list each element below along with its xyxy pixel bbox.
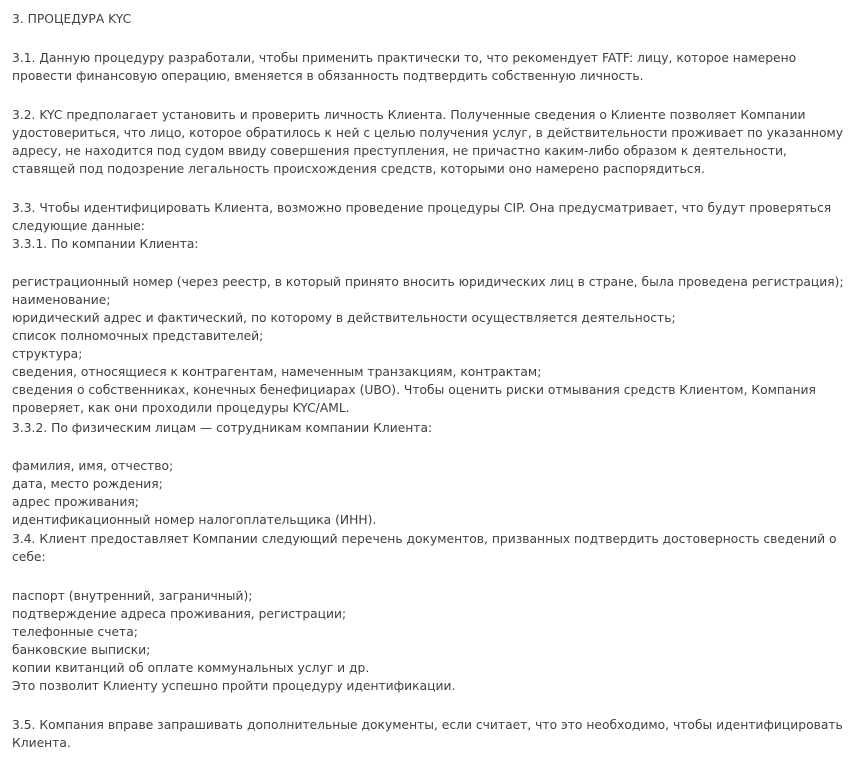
person-data-item: дата, место рождения; <box>12 477 163 491</box>
s3-1-line: провести финансовую операцию, вменяется в обязанность подтвердить собственную личность. <box>12 69 644 83</box>
document-item: копии квитанций об оплате коммунальных услуг и др. <box>12 661 370 675</box>
document-item: банковские выписки; <box>12 643 151 657</box>
s3-3-1-title: 3.3.1. По компании Клиента: <box>12 237 199 251</box>
document-item: телефонные счета; <box>12 625 138 639</box>
s3-2-line: адресу, не находится под судом ввиду совершения преступления, не причастно каким-либо образом к деятельности, <box>12 144 787 158</box>
s3-4-line: 3.4. Клиент предоставляет Компании следующий перечень документов, призванных подтвердить достоверность сведений о <box>12 532 837 546</box>
s3-3-2-title: 3.3.2. По физическим лицам — сотрудникам компании Клиента: <box>12 421 433 435</box>
document-item: подтверждение адреса проживания, регистрации; <box>12 607 347 621</box>
s3-2-line: ставящей под подозрение легальность происхождения средств, которыми оно намерено распорядиться. <box>12 162 705 176</box>
company-data-item: регистрационный номер (через реестр, в который принято вносить юридических лиц в стране, была проведена регистрация); <box>12 275 844 289</box>
person-data-item: адрес проживания; <box>12 495 139 509</box>
s3-3-line: следующие данные: <box>12 219 145 233</box>
document-item: паспорт (внутренний, заграничный); <box>12 589 253 603</box>
company-data-item: юридический адрес и фактический, по которому в действительности осуществляется деятельность; <box>12 311 676 325</box>
s3-4-line: себе: <box>12 550 46 564</box>
company-data-item: список полномочных представителей; <box>12 329 264 343</box>
company-data-item: сведения, относящиеся к контрагентам, намеченным транзакциям, контрактам; <box>12 365 542 379</box>
company-data-item: наименование; <box>12 293 111 307</box>
s3-5-line: 3.5. Компания вправе запрашивать дополнительные документы, если считает, что это необходимо, чтобы идентифицировать <box>12 718 843 732</box>
s3-2-line: 3.2. KYC предполагает установить и проверить личность Клиента. Полученные сведения о Клиенте позволяет Компании <box>12 108 806 122</box>
person-data-item: фамилия, имя, отчество; <box>12 459 174 473</box>
company-data-item: сведения о собственниках, конечных бенефициарах (UBO). Чтобы оценить риски отмывания средств Клиентом, Компания <box>12 383 816 397</box>
s3-1-line: 3.1. Данную процедуру разработали, чтобы применить практически то, что рекомендует FATF: лицу, которое намерено <box>12 51 797 65</box>
person-data-item: идентификационный номер налогоплательщика (ИНН). <box>12 513 377 527</box>
company-data-item: структура; <box>12 347 83 361</box>
s3-3-line: 3.3. Чтобы идентифицировать Клиента, возможно проведение процедуры CIP. Она предусматривает, что будут проверяться <box>12 201 832 215</box>
s3-2-line: удостовериться, что лицо, которое обратилось к ней с целью получения услуг, в действительности проживает по указанному <box>12 126 844 140</box>
section-heading: 3. ПРОЦЕДУРА KYC <box>12 12 132 26</box>
s3-4-note: Это позволит Клиенту успешно пройти процедуру идентификации. <box>12 679 456 693</box>
s3-5-line: Клиента. <box>12 736 71 750</box>
company-data-item: проверяет, как они проходили процедуры KYC/AML. <box>12 401 350 415</box>
